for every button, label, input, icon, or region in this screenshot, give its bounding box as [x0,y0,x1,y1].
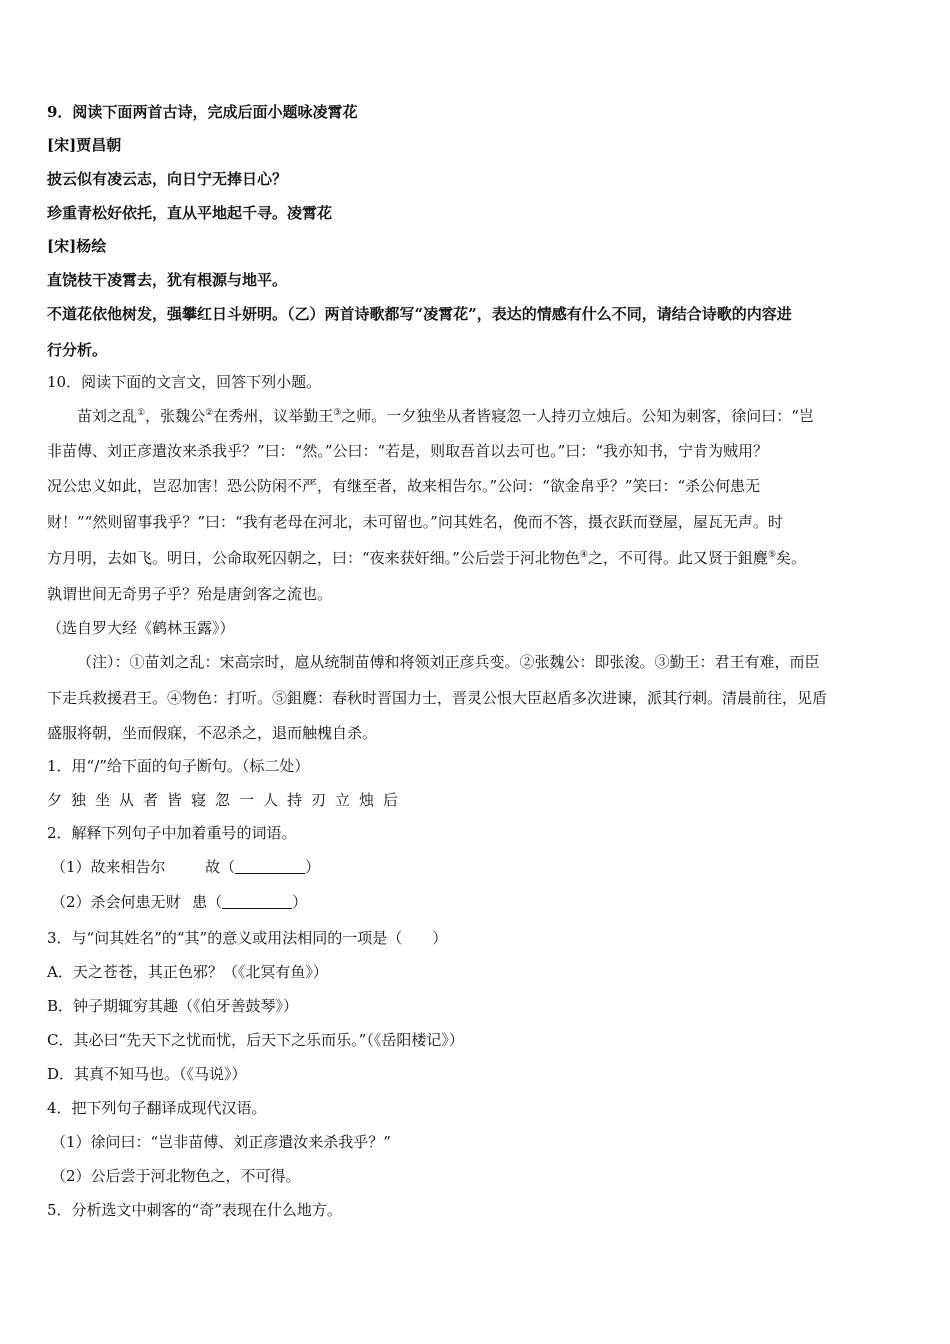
passage-line [47,548,806,568]
option-c: C．其必曰“先天下之忧而忧，后天下之乐而乐。”（《岳阳楼记》） [47,1031,464,1049]
passage-line: 况公忠义如此，岂忍加害！恐公防闲不严，有继至者，故来相告尔。”公问：“欲金帛乎？”笑曰：“杀公何患无 [47,477,761,495]
vocab-word: 患（ [192,893,223,911]
poem1-author: [宋]贾昌朝 [47,136,122,154]
passage-source: （选自罗大经《鹤林玉露》） [47,619,235,637]
answer-blank[interactable] [235,859,305,874]
passage-line: 非苗傅、刘正彦遣汝来杀我乎？”曰：“然。”公曰：“若是，则取吾首以去可也。”曰：“我亦知书，宁肯为贼用？ [47,442,769,460]
footnote-mark: ② [205,408,214,418]
vocab-word: 故（ [205,858,236,876]
option-a: A．天之苍苍，其正色邪？（《北冥有鱼》） [47,963,328,981]
passage-text: 苗刘之乱 [77,407,138,425]
vocab-item [51,892,307,912]
note-line: （注）：①苗刘之乱：宋高宗时，扈从统制苗傅和将领刘正彦兵变。②张魏公：即张浚。③勤王：君王有难，而臣 [77,653,820,671]
note-line: 下走兵救援君王。④物色：打听。⑤鉏麑：春秋时晋国力士，晋灵公恨大臣赵盾多次进谏，派其行刺。清晨前往，见盾 [47,689,828,707]
subquestion-4: 4．把下列句子翻译成现代汉语。 [47,1099,267,1117]
vocab-item [51,857,320,877]
subquestion-1: 1．用“/”给下面的句子断句。（标二处） [47,757,310,775]
passage-line [77,406,814,426]
subquestion-2: 2．解释下列句子中加着重号的词语。 [47,824,297,842]
q9-header: 9．阅读下面两首古诗，完成后面小题咏凌霄花 [47,103,358,121]
translate-item: （2）公后尝于河北物色之，不可得。 [51,1167,301,1185]
answer-blank[interactable] [222,894,292,909]
translate-item: （1）徐问曰：“岂非苗傅、刘正彦遣汝来杀我乎？” [51,1133,391,1151]
passage-line: 孰谓世间无奇男子乎？殆是唐剑客之流也。 [47,585,333,603]
passage-text: 方月明，去如飞。明日，公命取死囚朝之，曰：“夜来获奸细。”公后尝于河北物色 [47,549,580,567]
option-d: D．其真不知马也。（《马说》） [47,1065,247,1083]
vocab-sentence: （2）杀会何患无财 [51,893,181,911]
poem2-line: 不道花依他树发，强攀红日斗妍明。（乙）两首诗歌都写“凌霄花”，表达的情感有什么不同，请结合诗歌的内容进 [47,305,792,323]
poem2-line: 行分析。 [47,341,108,359]
footnote-mark: ⑤ [767,550,777,560]
note-line: 盛服将朝，坐而假寐，不忍杀之，退而触槐自杀。 [47,724,378,742]
poem2-line: 直饶枝干凌霄去，犹有根源与地平。 [47,271,288,289]
footnote-mark: ③ [333,408,342,418]
passage-text: 之，不可得。此又贤于鉏麑 [587,549,768,567]
poem2-author: [宋]杨绘 [47,237,107,255]
footnote-mark: ① [137,408,146,418]
passage-text: ，张魏公 [145,407,206,425]
option-b: B．钟子期辄穷其趣（《伯牙善鼓琴》） [47,997,299,1015]
passage-text: 之师。一夕独坐从者皆寝忽一人持刃立烛后。公知为刺客，徐问曰：“岂 [341,407,814,425]
subquestion-5: 5．分析选文中刺客的“奇”表现在什么地方。 [47,1201,342,1219]
footnote-mark: ④ [579,550,588,560]
close-paren: ） [305,858,321,876]
poem1-line: 珍重青松好依托，直从平地起千寻。凌霄花 [47,204,333,222]
subquestion-3: 3．与“问其姓名”的“其”的意义或用法相同的一项是（ ） [47,929,448,947]
sentence-to-punctuate: 夕独坐从者皆寝忽一人持刃立烛后 [47,791,408,809]
passage-line: 财！”“然则留事我乎？”曰：“我有老母在河北，未可留也。”问其姓名，俛而不答，摄衣跃而登屋，屋瓦无声。时 [47,513,783,531]
close-paren: ） [292,893,308,911]
poem1-line: 披云似有凌云志，向日宁无捧日心？ [47,170,288,188]
passage-text: 矣。 [776,549,807,567]
passage-text: 在秀州，议举勤王 [213,407,334,425]
q10-header: 10．阅读下面的文言文，回答下列小题。 [47,373,322,391]
vocab-sentence: （1）故来相告尔 [51,858,166,876]
